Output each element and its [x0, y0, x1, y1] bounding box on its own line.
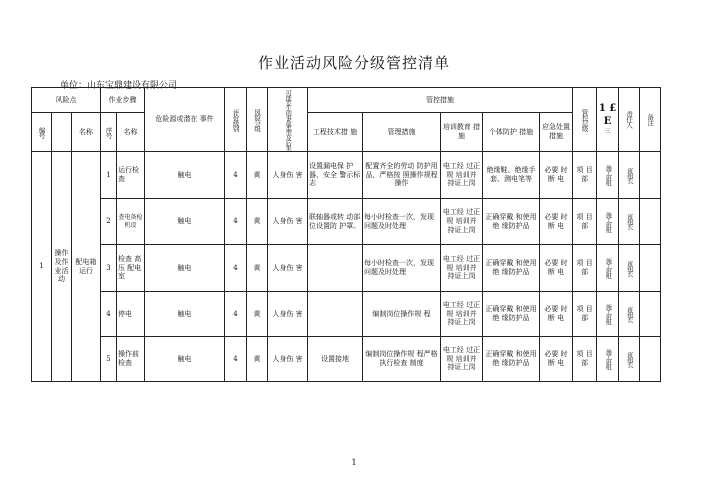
header-mark: 1 £ E 三 [597, 88, 619, 152]
header-accident-type: 可能发生的事故类型及后果 [268, 88, 308, 152]
header-hazard: 危险源或潜在 事件 [145, 88, 225, 152]
row-step: 停电 [117, 292, 145, 337]
row-engineering: 联轴器或转 动部位设置防 护罩。 [308, 199, 363, 245]
row-level: 黄 [247, 199, 268, 245]
row-control-level: 项 目 部 [573, 152, 597, 199]
row-eval: 4 [225, 337, 247, 382]
row-person: 班组长 [619, 245, 640, 292]
row-management: 编制岗位操作规 程 [363, 292, 441, 337]
row-management: 配置齐全的劳动 防护用品，严格按 照操作规程操作 [363, 152, 441, 199]
row-hazard: 触电 [145, 152, 225, 199]
row-training: 电工经 过正规 培训并 持证上岗 [441, 337, 483, 382]
row-training: 电工经 过正规 培训并 持证上岗 [441, 152, 483, 199]
row-training: 电工经 过正规 培训并 持证上岗 [441, 292, 483, 337]
row-accident: 人身伤 害 [268, 292, 308, 337]
table-row [32, 292, 661, 337]
header-remarks: 备注 [640, 88, 661, 152]
row-control-level: 项 目 部 [573, 199, 597, 245]
header-control-level: 管控层级 [573, 88, 597, 152]
header-ppe: 个体防护 措施 [483, 113, 540, 152]
row-mark: 施工班组 [597, 152, 619, 199]
row-control-level: 项 目 部 [573, 337, 597, 382]
header-row-2 [32, 113, 661, 152]
row-eval: 4 [225, 199, 247, 245]
row-management: 每小时检查一次，发现问题及时处理 [363, 245, 441, 292]
row-emergency: 必要 时断 电 [540, 337, 573, 382]
header-training: 培训教育 措施 [441, 113, 483, 152]
table-row [32, 337, 661, 382]
row-step: 运行检查 [117, 152, 145, 199]
row-management: 编制岗位操作规 程严格执行检查 制度 [363, 337, 441, 382]
row-accident: 人身伤 害 [268, 199, 308, 245]
row-training: 电工经 过正规 培训并 持证上岗 [441, 199, 483, 245]
row-person: 班组长 [619, 199, 640, 245]
group-code: 1 [32, 152, 52, 382]
row-eval: 4 [225, 245, 247, 292]
header-step-name: 名称 [117, 113, 145, 152]
page-number: 1 [351, 458, 357, 467]
row-mark: 施工班组 [597, 245, 619, 292]
header-control-measures: 管控措施 [308, 88, 573, 113]
row-control-level: 项 目 部 [573, 245, 597, 292]
row-ppe: 绝缘鞋、绝缘手套、测电笔等 [483, 152, 540, 199]
row-hazard: 触电 [145, 245, 225, 292]
row-emergency: 必要 时断 电 [540, 152, 573, 199]
row-seq: 1 [101, 152, 117, 199]
row-seq: 4 [101, 292, 117, 337]
row-hazard: 触电 [145, 292, 225, 337]
row-step: 操作前检查 [117, 337, 145, 382]
row-seq: 2 [101, 199, 117, 245]
header-engineering: 工程技术措 施 [308, 113, 363, 152]
row-accident: 人身伤 害 [268, 245, 308, 292]
header-risk-level: 风险分级 [247, 88, 268, 152]
row-remark [640, 152, 661, 199]
row-level: 黄 [247, 292, 268, 337]
row-remark [640, 337, 661, 382]
header-name: 名称 [72, 113, 101, 152]
header-management: 管理措施 [363, 113, 441, 152]
row-mark: 施工班组 [597, 292, 619, 337]
row-mark: 施工班组 [597, 199, 619, 245]
header-activity [52, 113, 72, 152]
row-ppe: 正确穿戴 和使用绝 缘防护品 [483, 292, 540, 337]
row-level: 黄 [247, 152, 268, 199]
row-management: 每小时检查一次，发现问题及时处理 [363, 199, 441, 245]
row-engineering: 设置漏电保 护器、安全 警示标志 [308, 152, 363, 199]
row-eval: 4 [225, 292, 247, 337]
unit-label: 单位：山东宝鼎建设有限公司 [60, 81, 178, 91]
row-person: 班组长 [619, 152, 640, 199]
header-responsible: 责任人 [619, 88, 640, 152]
header-code: 编号 [32, 113, 52, 152]
row-level: 黄 [247, 245, 268, 292]
row-step: 检查 高压 配电室 [117, 245, 145, 292]
row-mark: 施工班组 [597, 337, 619, 382]
group-name: 配电箱运行 [72, 152, 101, 382]
table-row [32, 152, 661, 199]
row-engineering [308, 292, 363, 337]
row-emergency: 必要 时断 电 [540, 292, 573, 337]
row-engineering [308, 245, 363, 292]
row-accident: 人身伤 害 [268, 152, 308, 199]
header-eval-level: 评价级别 [225, 88, 247, 152]
table-row [32, 199, 661, 245]
header-risk-point: 风险点 [32, 88, 101, 113]
row-remark [640, 292, 661, 337]
row-engineering: 设置接地 [308, 337, 363, 382]
row-emergency: 必要 时断 电 [540, 245, 573, 292]
row-level: 黄 [247, 337, 268, 382]
header-work-steps: 作业步骤 [101, 88, 145, 113]
row-seq: 3 [101, 245, 117, 292]
page-title: 作业活动风险分级管控清单 [257, 54, 450, 72]
row-training: 电工经 过正规 培训并 持证上岗 [441, 245, 483, 292]
risk-control-table [31, 87, 661, 382]
row-hazard: 触电 [145, 337, 225, 382]
row-emergency: 必要 时断 电 [540, 199, 573, 245]
row-accident: 人身伤 害 [268, 337, 308, 382]
row-ppe: 正确穿戴 和使用绝 缘防护品 [483, 199, 540, 245]
table-row [32, 245, 661, 292]
row-seq: 5 [101, 337, 117, 382]
row-remark [640, 245, 661, 292]
row-hazard: 触电 [145, 199, 225, 245]
row-step: 查电备检机设 [117, 199, 145, 245]
header-emergency: 应急处置措施 [540, 113, 573, 152]
group-activity: 操作及作业活动 [52, 152, 72, 382]
row-remark [640, 199, 661, 245]
row-person: 班组长 [619, 292, 640, 337]
row-eval: 4 [225, 152, 247, 199]
header-row-1 [32, 88, 661, 113]
header-seq: 序号 [101, 113, 117, 152]
row-ppe: 正确穿戴 和使用绝 缘防护品 [483, 245, 540, 292]
row-person: 班组长 [619, 337, 640, 382]
row-ppe: 正确穿戴 和使用绝 缘防护品 [483, 337, 540, 382]
row-control-level: 项 目 部 [573, 292, 597, 337]
